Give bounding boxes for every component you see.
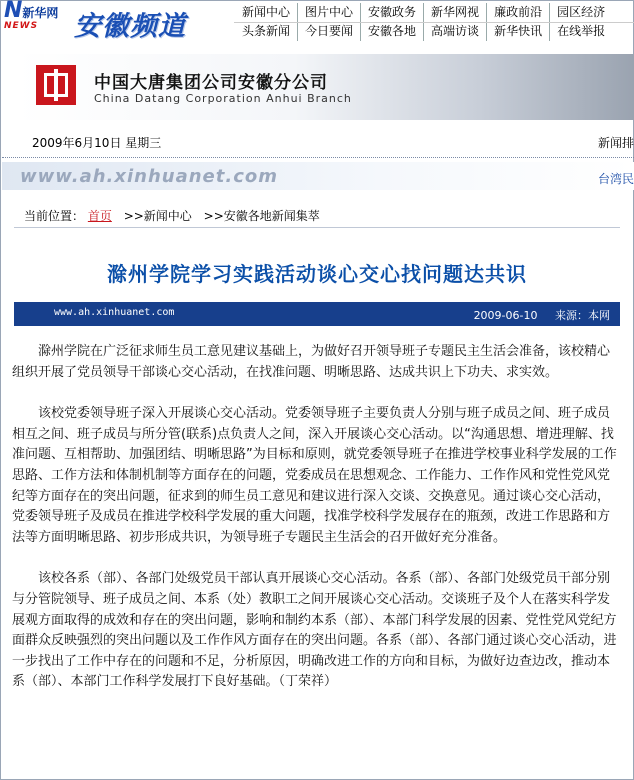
- news-ranking-link[interactable]: 新闻排: [597, 136, 634, 150]
- article-paragraph: 该校党委领导班子深入开展谈心交心活动。党委领导班子主要负责人分别与班子成员之间、班子成员相互之间、班子成员与所分管(联系)点负责人之间，深入开展谈心交心活动。以“沟通思想、增进理解、找准问题、互相帮助、加强团结、明晰思路”为目标和原则，就党委领导班子在推进学校事业科学发展的工作思路、工作方法和体制机制等方面存在的问题，党委成员在思想观念、工作能力、工作作风和党性党风党纪等方面存在的突出问题，征求到的师生员工意见和建议进行深入交谈、交换意见。通过谈心交心活动，党委领导班子及成员在推进学校科学发展的重大问题，找准学校科学发展存在的瓶颈，改进工作思路和方法等方面明晰思路、初步形成共识，为领导班子专题民主生活会的召开做好充分准备。: [12, 406, 617, 545]
- article-info-bar: [14, 302, 620, 326]
- nav-row-1: [234, 3, 634, 22]
- ad-banner[interactable]: [16, 54, 634, 120]
- banner-company-cn: 中国大唐集团公司安徽分公司: [94, 73, 328, 93]
- channel-title: 安徽频道: [74, 11, 186, 42]
- article-body: [12, 342, 622, 714]
- breadcrumb: [24, 207, 320, 224]
- nav-item-headlines[interactable]: 头条新闻: [242, 24, 291, 38]
- nav-item-integrity[interactable]: 廉政前沿: [486, 3, 549, 22]
- nav-item-interviews[interactable]: 高端访谈: [423, 22, 486, 41]
- nav-item-report[interactable]: 在线举报: [549, 22, 612, 41]
- divider: [14, 227, 620, 228]
- date-line: 2009年6月10日 星期三: [32, 136, 162, 150]
- article-source: 来源：本网: [555, 309, 610, 322]
- nav-item-anhui-local[interactable]: 安徽各地: [360, 22, 423, 41]
- nav-item-flash-news[interactable]: 新华快讯: [486, 22, 549, 41]
- site-url: www.ah.xinhuanet.com: [20, 166, 278, 187]
- breadcrumb-home[interactable]: 首页: [87, 209, 112, 223]
- xinhua-logo: N新华网 NEWS: [4, 0, 59, 31]
- nav-divider: [234, 22, 634, 23]
- breadcrumb-news-center[interactable]: >>新闻中心: [123, 209, 192, 223]
- site-logo[interactable]: [4, 2, 216, 42]
- nav-item-park-economy[interactable]: 园区经济: [549, 3, 612, 22]
- nav-row-2: [234, 22, 634, 41]
- divider: [2, 157, 634, 158]
- news-ticker[interactable]: 台湾民: [597, 172, 634, 186]
- banner-company-en: China Datang Corporation Anhui Branch: [94, 92, 352, 105]
- nav-item-xinhua-tv[interactable]: 新华网视: [423, 3, 486, 22]
- breadcrumb-anhui-news[interactable]: >>安徽各地新闻集萃: [203, 209, 320, 223]
- logo-small-text: 新华网: [22, 6, 59, 20]
- nav-item-today-news[interactable]: 今日要闻: [297, 22, 360, 41]
- article-source-url: www.ah.xinhuanet.com: [54, 307, 175, 318]
- nav-item-news-center[interactable]: 新闻中心: [242, 5, 291, 19]
- nav-item-anhui-affairs[interactable]: 安徽政务: [360, 3, 423, 22]
- datang-logo-icon: [36, 65, 76, 105]
- breadcrumb-label: 当前位置：: [24, 209, 85, 223]
- article-meta: [474, 307, 610, 323]
- article-paragraph: 该校各系（部）、各部门处级党员干部认真开展谈心交心活动。各系（部）、各部门处级党员干部分别与分管院领导、班子成员之间、本系（处）教职工之间开展谈心交心活动。交谈班子及个人在落实科学发展观方面取得的成效和存在的突出问题，影响和制约本系（部）、本部门科学发展的因素、党性党风党纪方面群众反映强烈的突出问题以及工作作风方面存在的突出问题。各系（部）、各部门通过谈心交心活动，进一步找出了工作中存在的问题和不足，分析原因，明确改进工作的方向和目标，为做好边查边改，推动本系（部）、本部门工作科学发展打下良好基础。（丁荣祥）: [12, 571, 617, 690]
- article-title: 滁州学院学习实践活动谈心交心找问题达共识: [107, 262, 527, 286]
- url-bar: [2, 162, 634, 190]
- logo-en-text: NEWS: [4, 21, 39, 31]
- article-paragraph: 滁州学院在广泛征求师生员工意见建议基础上，为做好召开领导班子专题民主生活会准备，该校精心组织开展了党员领导干部谈心交心活动，在找准问题、明晰思路、达成共识上下功夫、求实效。: [12, 344, 611, 380]
- article-date: 2009-06-10: [473, 309, 538, 322]
- nav-item-photo-center[interactable]: 图片中心: [297, 3, 360, 22]
